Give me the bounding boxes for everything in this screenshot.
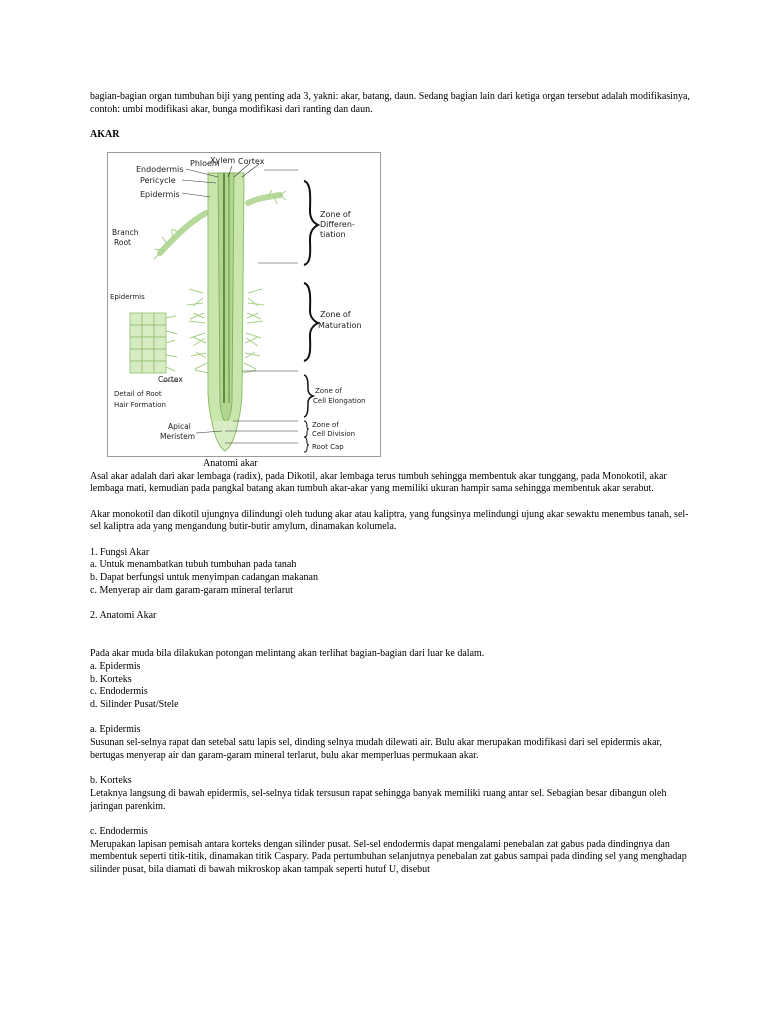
label-zone-diff-3: tiation bbox=[320, 229, 346, 239]
document-page bbox=[90, 91, 690, 877]
fungsi-item: b. Dapat berfungsi untuk menyimpan cadangan makanan bbox=[90, 572, 318, 584]
label-cortex-top: Cortex bbox=[238, 156, 265, 166]
label-zone-div-2: Cell Division bbox=[312, 429, 356, 438]
section-body-epidermis: Susunan sel-selnya rapat dan setebal satu lapis sel, dinding selnya mudah dilewati air. Bulu akar merupakan modifikasi dari sel epidermis akar, bertugas menyerap air dan garam-garam mineral terlarut, bulu akar memperluas permukaan akar. bbox=[90, 737, 662, 761]
fungsi-item: a. Untuk menambatkan tubuh tumbuhan pada tanah bbox=[90, 559, 297, 571]
fungsi-title: 1. Fungsi Akar bbox=[90, 546, 150, 558]
label-zone-diff-1: Zone of bbox=[320, 209, 351, 219]
section-title-korteks: b. Korteks bbox=[90, 775, 132, 787]
anatomi-item: b. Korteks bbox=[90, 673, 132, 685]
label-phloem: Phloem bbox=[190, 158, 220, 168]
paragraph-kaliptra: Akar monokotil dan dikotil ujungnya dilindungi oleh tudung akar atau kaliptra, yang fungsinya melindungi ujung akar sewaktu menembus tanah, sel-sel kaliptra ada yang mengandung butir-butir amylum, dinamakan kolumela. bbox=[90, 508, 689, 533]
label-zone-elong-1: Zone of bbox=[315, 386, 342, 395]
label-cortex-detail: Cortex bbox=[158, 374, 183, 384]
label-epidermis-detail: Epidermis bbox=[110, 292, 145, 301]
label-root: Root bbox=[114, 237, 131, 247]
anatomi-intro: Pada akar muda bila dilakukan potongan melintang akan terlihat bagian-bagian dari luar ke dalam. bbox=[90, 648, 485, 660]
stele bbox=[218, 173, 234, 423]
fungsi-item: c. Menyerap air dam garam-garam mineral terlarut bbox=[90, 584, 293, 596]
detail-cells bbox=[130, 313, 166, 373]
label-xylem: Xylem bbox=[210, 155, 236, 165]
section-body-endodermis: Merupakan lapisan pemisah antara korteks dengan silinder pusat. Sel-sel endodermis dapat mengalami penebalan zat gabus pada dindingnya dan membentuk seperti titik-titik, dinamakan titik Caspary. Pada pertumbuhan selanjutnya penebalan zat gabus sampai pada dinding sel yang menghadap silinder pusat, bila diamati di bawah mikroskop akan tampak seperti hutuf U, disebut bbox=[90, 838, 687, 876]
figure-caption: Anatomi akar bbox=[203, 457, 258, 469]
label-zone-mat-2: Maturation bbox=[318, 320, 362, 330]
anatomi-item: d. Silinder Pusat/Stele bbox=[90, 699, 179, 711]
label-zone-elong-2: Cell Elongation bbox=[313, 396, 366, 405]
anatomi-title: 2. Anatomi Akar bbox=[90, 610, 157, 622]
label-branch: Branch bbox=[112, 227, 139, 237]
label-epidermis-top: Epidermis bbox=[140, 189, 180, 199]
intro-paragraph: bagian-bagian organ tumbuhan biji yang penting ada 3, yakni: akar, batang, daun. Sedang bagian lain dari ketiga organ tersebut adalah modifikasinya, contoh: umbi modifikasi akar, bunga modifikasi dari ranting dan daun. bbox=[90, 91, 690, 115]
root-anatomy-illustration bbox=[108, 153, 380, 456]
label-meristem: Meristem bbox=[160, 431, 196, 441]
label-endodermis: Endodermis bbox=[136, 164, 184, 174]
label-zone-diff-2: Differen- bbox=[320, 219, 355, 229]
section-body-korteks: Letaknya langsung di bawah epidermis, sel-selnya tidak tersusun rapat sehingga banyak memiliki ruang antar sel. Sebagian besar dibangun oleh jaringan parenkim. bbox=[90, 787, 667, 812]
label-pericycle: Pericycle bbox=[140, 175, 176, 185]
label-detail-1: Detail of Root bbox=[114, 389, 162, 398]
label-zone-mat-1: Zone of bbox=[320, 309, 351, 319]
root-anatomy-figure bbox=[107, 152, 381, 457]
label-root-cap: Root Cap bbox=[312, 442, 344, 451]
section-title-endodermis: c. Endodermis bbox=[90, 826, 148, 838]
zone-braces bbox=[304, 181, 318, 452]
section-title-epidermis: a. Epidermis bbox=[90, 724, 141, 736]
anatomi-item: c. Endodermis bbox=[90, 686, 148, 698]
anatomi-item: a. Epidermis bbox=[90, 660, 141, 672]
paragraph-radix: Asal akar adalah dari akar lembaga (radix), pada Dikotil, akar lembaga terus tumbuh sehingga membentuk akar tunggang, pada Monokotil, akar lembaga mati, kemudian pada pangkal batang akan tumbuh akar-akar yang memiliki ukuran hampir sama sehingga membentuk akar serabut. bbox=[90, 470, 667, 495]
label-apical: Apical bbox=[168, 421, 191, 431]
label-detail-2: Hair Formation bbox=[114, 400, 166, 409]
label-zone-div-1: Zone of bbox=[312, 420, 339, 429]
section-heading-akar: AKAR bbox=[90, 129, 120, 141]
root-cap bbox=[212, 421, 238, 451]
